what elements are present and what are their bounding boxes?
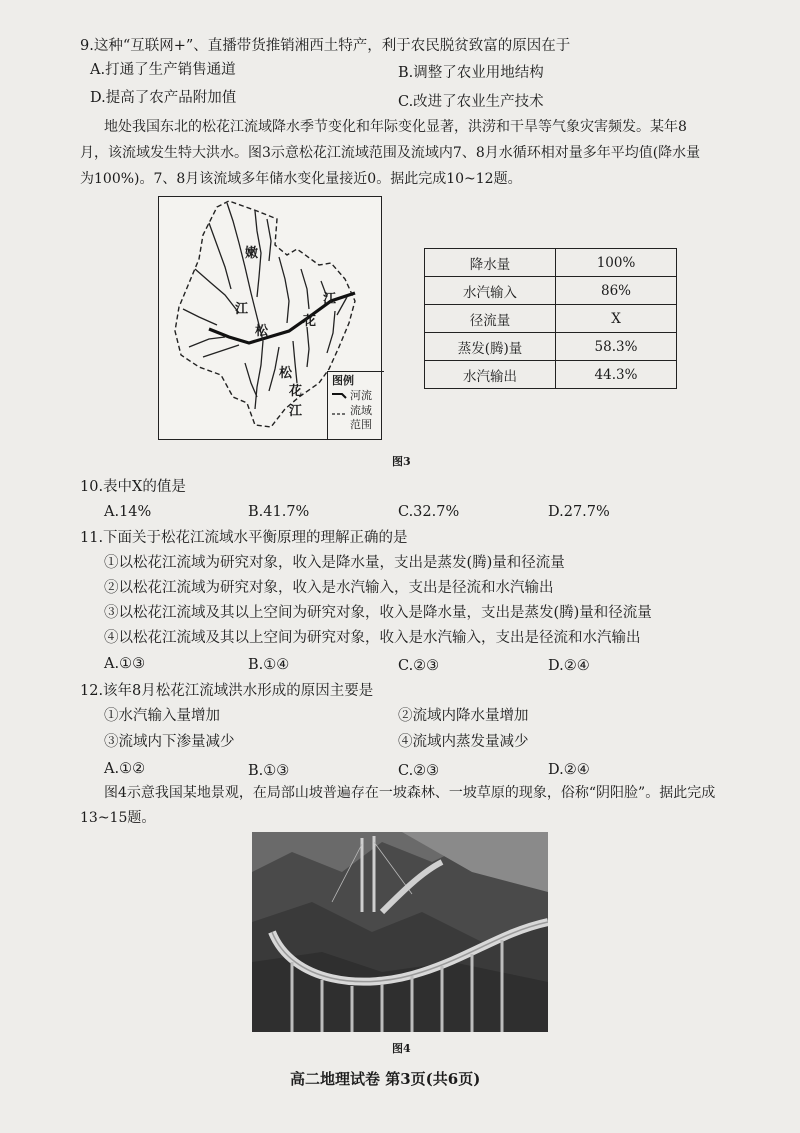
- page-footer: 高二地理试卷 第3页(共6页): [290, 1070, 481, 1088]
- label-hua-2: 花: [289, 384, 303, 399]
- q12-statement-2: ②流域内降水量增加: [398, 708, 529, 724]
- label-jiang-3: 江: [289, 404, 303, 419]
- legend-basin-1: 流域: [350, 404, 372, 417]
- q11-statement-3: ③以松花江流域及其以上空间为研究对象，收入是降水量，支出是蒸发(腾)量和径流量: [104, 605, 652, 621]
- label-jiang-2: 江: [323, 292, 337, 307]
- q12-statement-3: ③流域内下渗量减少: [104, 734, 235, 750]
- table-item: 水汽输出: [425, 361, 556, 389]
- intro1-line2: 月，该流域发生特大洪水。图3示意松花江流域范围及流域内7、8月水循环相对量多年平均值(降水量: [80, 145, 701, 161]
- q9-option-b: B.调整了农业用地结构: [398, 65, 544, 81]
- table-item: 径流量: [425, 305, 556, 333]
- intro2-line2: 13~15题。: [80, 810, 156, 826]
- q9-option-d: D.提高了农产品附加值: [90, 90, 237, 106]
- q11-statement-4: ④以松花江流域及其以上空间为研究对象，收入是水汽输入，支出是径流和水汽输出: [104, 630, 641, 646]
- legend-river: 河流: [350, 389, 372, 402]
- q9-option-c: C.改进了农业生产技术: [398, 94, 544, 110]
- table-row: [425, 277, 677, 305]
- q10-option-c: C.32.7%: [398, 504, 460, 520]
- intro1-line1: 地处我国东北的松花江流域降水季节变化和年际变化显著，洪涝和干旱等气象灾害频发。某年8: [104, 119, 687, 135]
- q9-option-a: A.打通了生产销售通道: [90, 62, 236, 78]
- legend-symbols: [330, 390, 350, 430]
- q11-statement-2: ②以松花江流域为研究对象，收入是水汽输入，支出是径流和水汽输出: [104, 580, 554, 596]
- figure4-caption: 图4: [392, 1042, 411, 1055]
- intro2-line1: 图4示意我国某地景观，在局部山坡普遍存在一坡森林、一坡草原的现象，俗称“阴阳脸”。据此完成: [104, 785, 716, 801]
- table-row: [425, 361, 677, 389]
- table-value: 100%: [556, 249, 677, 277]
- table-row: [425, 249, 677, 277]
- landscape-photo: [252, 832, 548, 1032]
- q11-option-d: D.②④: [548, 658, 590, 674]
- table-item: 水汽输入: [425, 277, 556, 305]
- table-value: 44.3%: [556, 361, 677, 389]
- label-nen: 嫩: [245, 246, 259, 261]
- q10-option-d: D.27.7%: [548, 504, 610, 520]
- q11-option-b: B.①④: [248, 657, 290, 673]
- q10-stem: 10.表中X的值是: [80, 479, 186, 495]
- table-row: [425, 305, 677, 333]
- label-song-1: 松: [255, 324, 269, 339]
- table-value: 58.3%: [556, 333, 677, 361]
- q11-stem: 11.下面关于松花江流域水平衡原理的理解正确的是: [80, 530, 408, 546]
- water-cycle-table: [424, 248, 677, 389]
- intro1-line3: 为100%)。7、8月该流域多年储水变化量接近0。据此完成10~12题。: [80, 171, 522, 187]
- table-item: 降水量: [425, 249, 556, 277]
- q12-option-b: B.①③: [248, 763, 290, 779]
- q12-option-a: A.①②: [104, 761, 146, 777]
- figure3-caption: 图3: [392, 455, 411, 468]
- legend-title: 图例: [332, 374, 354, 387]
- table-value: 86%: [556, 277, 677, 305]
- q10-option-b: B.41.7%: [248, 504, 310, 520]
- q12-option-c: C.②③: [398, 763, 440, 779]
- q11-statement-1: ①以松花江流域为研究对象，收入是降水量，支出是蒸发(腾)量和径流量: [104, 555, 565, 571]
- q12-option-d: D.②④: [548, 762, 590, 778]
- legend-basin-2: 范围: [350, 418, 372, 431]
- q12-statement-4: ④流域内蒸发量减少: [398, 734, 529, 750]
- q9-stem: 9.这种“互联网+”、直播带货推销湘西土特产，利于农民脱贫致富的原因在于: [80, 38, 571, 54]
- q12-statement-1: ①水汽输入量增加: [104, 708, 220, 724]
- songhua-basin-map: [158, 196, 382, 440]
- label-song-2: 松: [279, 366, 293, 381]
- photo-drawing: [252, 832, 548, 1032]
- q11-option-a: A.①③: [104, 656, 146, 672]
- map-legend: [327, 371, 384, 440]
- label-hua-1: 花: [303, 314, 317, 329]
- q12-stem: 12.该年8月松花江流域洪水形成的原因主要是: [80, 683, 374, 699]
- label-jiang-1: 江: [235, 302, 249, 317]
- table-value: X: [556, 305, 677, 333]
- table-row: [425, 333, 677, 361]
- q11-option-c: C.②③: [398, 658, 440, 674]
- q10-option-a: A.14%: [104, 504, 152, 520]
- table-item: 蒸发(腾)量: [425, 333, 556, 361]
